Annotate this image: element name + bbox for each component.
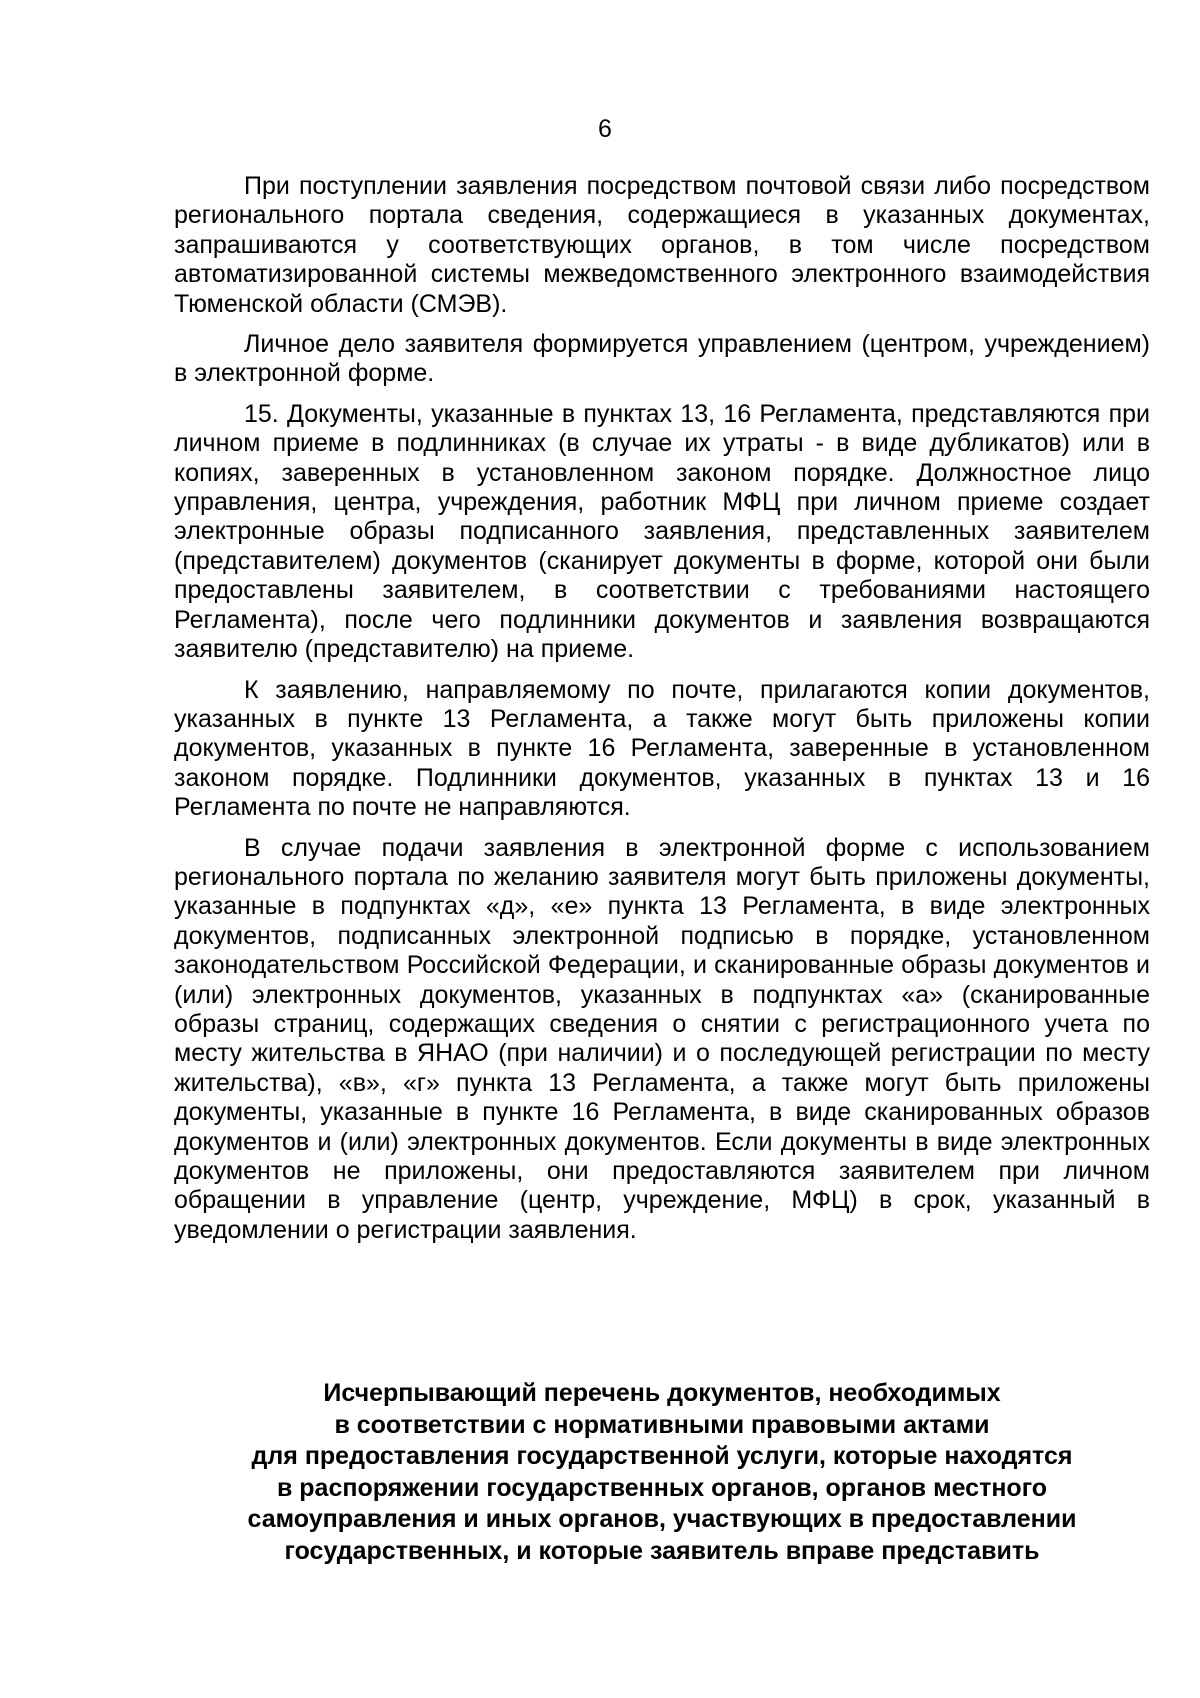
heading-line: Исчерпывающий перечень документов, необходимых [323, 1379, 1001, 1407]
heading-line: для предоставления государственной услуги, которые находятся [251, 1442, 1073, 1470]
heading-line: в соответствии с нормативными правовыми актами [334, 1410, 990, 1439]
section-heading [174, 1378, 1150, 1567]
heading-line: самоуправления и иных органов, участвующих в предоставлении [247, 1505, 1077, 1533]
paragraph-mail-attachments: К заявлению, направляемому по почте, прилагаются копии документов, указанных в пункте 13 Регламента, а также могут быть приложены копии документов, указанных в пункте 16 Регламента, заверенные в установленном законом порядке. Подлинники документов, указанных в пунктах 13 и 16 Регламента по почте не направляются. [174, 675, 1150, 822]
document-body [174, 172, 1150, 1256]
page-number: 6 [598, 115, 612, 143]
heading-line: в распоряжении государственных органов, органов местного [276, 1473, 1048, 1502]
heading-line: государственных, и которые заявитель вправе представить [284, 1536, 1040, 1565]
paragraph-postal-submission: При поступлении заявления посредством почтовой связи либо посредством регионального портала сведения, содержащиеся в указанных документах, запрашиваются у соответствующих органов, в том числе посредством автоматизированной системы межведомственного электронного взаимодействия Тюменской области (СМЭВ). [174, 172, 1150, 318]
paragraph-personal-file: Личное дело заявителя формируется управлением (центром, учреждением) в электронной форме. [174, 330, 1150, 388]
paragraph-electronic-submission: В случае подачи заявления в электронной форме с использованием регионального портала по желанию заявителя могут быть приложены документы, указанные в подпунктах «д», «е» пункта 13 Регламента, в виде электронных документов, подписанных электронной подписью в порядке, установленном законодательством Российской Федерации, и сканированные образы документов и (или) электронных документов, указанных в подпунктах «а» (сканированные образы страниц, содержащих сведения о снятии с регистрационного учета по месту жительства в ЯНАО (при наличии) и о последующей регистрации по месту жительства), «в», «г» пункта 13 Регламента, а также могут быть приложены документы, указанные в пункте 16 Регламента, в виде сканированных образов документов и (или) электронных документов. Если документы в виде электронных документов не приложены, они предоставляются заявителем при личном обращении в управление (центр, учреждение, МФЦ) в срок, указанный в уведомлении о регистрации заявления. [174, 833, 1150, 1244]
paragraph-clause-15: 15. Документы, указанные в пунктах 13, 16 Регламента, представляются при личном приеме в подлинниках (в случае их утраты - в виде дубликатов) или в копиях, заверенных в установленном законом порядке. Должностное лицо управления, центра, учреждения, работник МФЦ при личном приеме создает электронные образы подписанного заявления, представленных заявителем (представителем) документов (сканирует документы в форме, которой они были предоставлены заявителем, в соответствии с требованиями настоящего Регламента), после чего подлинники документов и заявления возвращаются заявителю (представителю) на приеме. [174, 399, 1150, 664]
